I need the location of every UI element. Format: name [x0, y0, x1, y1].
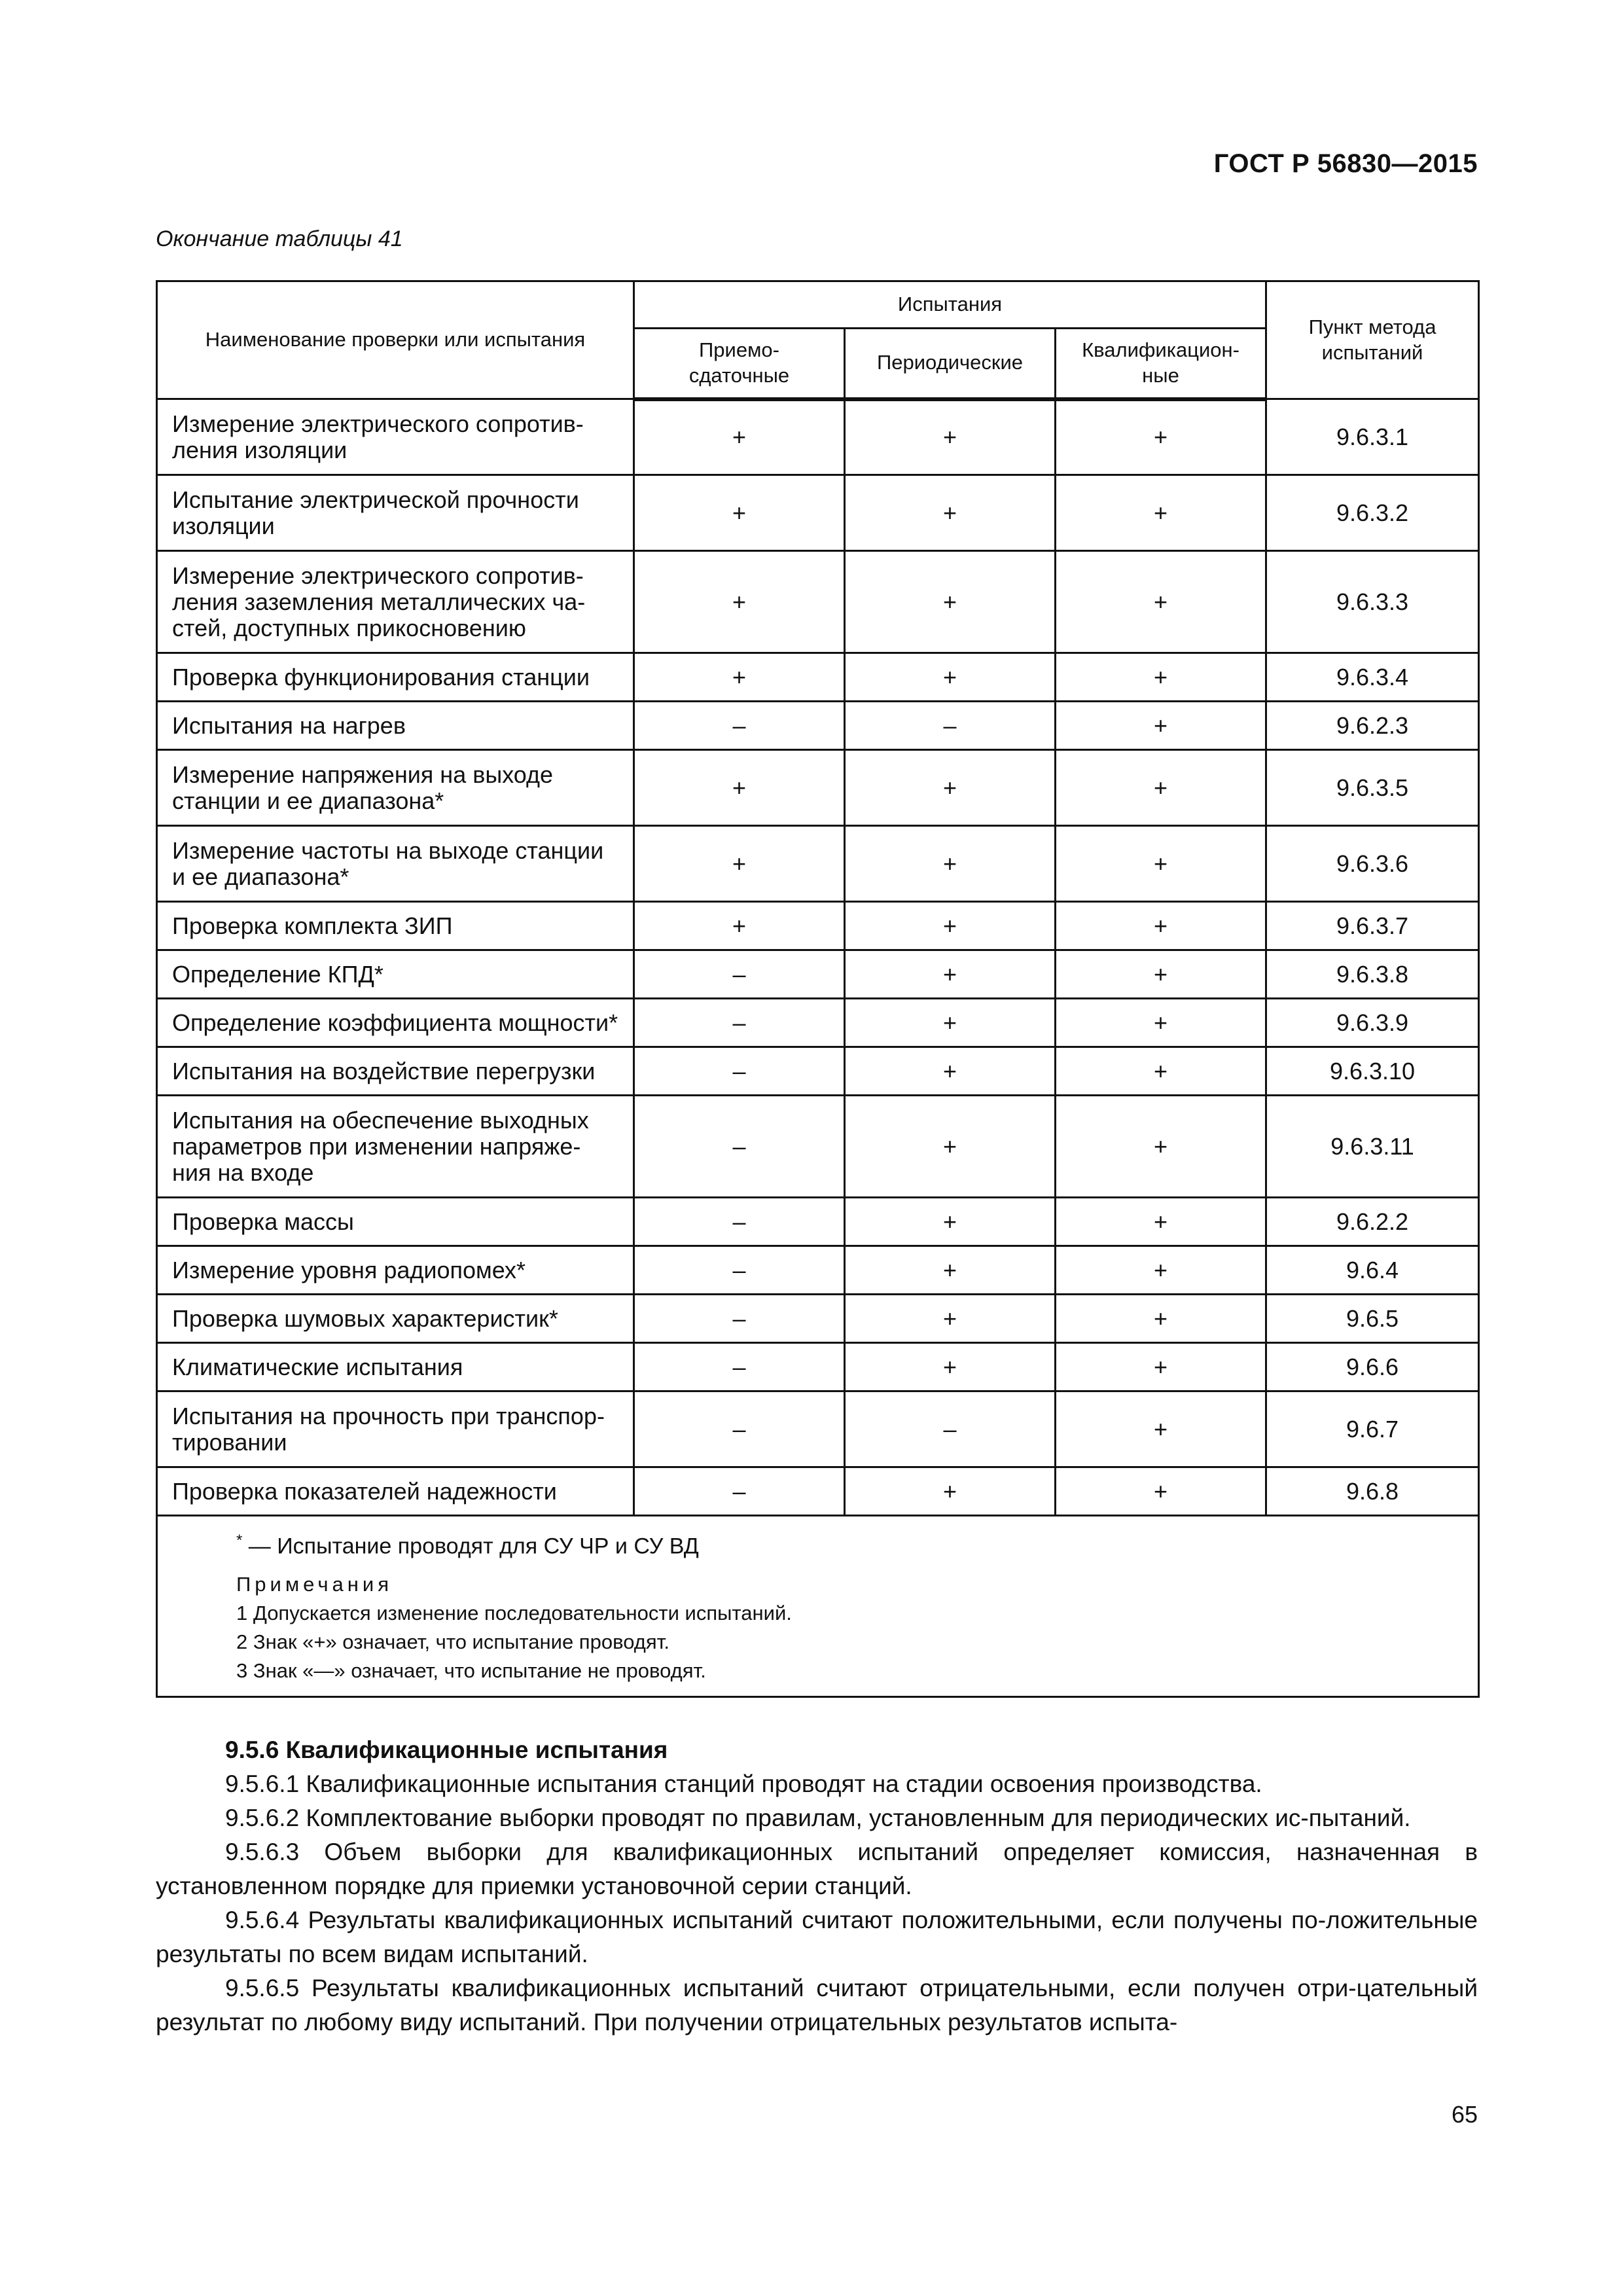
periodic-mark: + [845, 902, 1056, 950]
method-clause-cell: 9.6.3.7 [1266, 902, 1479, 950]
check-name-cell: Измерение уровня радиопомех* [157, 1246, 634, 1295]
method-clause-cell: 9.6.3.2 [1266, 475, 1479, 551]
qualification-mark: + [1056, 399, 1266, 475]
acceptance-mark: + [634, 551, 845, 653]
method-clause-cell: 9.6.3.11 [1266, 1096, 1479, 1198]
acceptance-mark: – [634, 1047, 845, 1096]
method-clause-cell: 9.6.3.10 [1266, 1047, 1479, 1096]
method-clause-cell: 9.6.3.9 [1266, 999, 1479, 1047]
method-clause-cell: 9.6.2.3 [1266, 702, 1479, 750]
paragraph: 9.5.6.2 Комплектование выборки проводят по правилам, установленным для периодических ис-пытаний. [225, 1804, 1411, 1831]
check-name-cell: Измерение электрического сопротив- ления заземления металлических ча- стей, доступных прикосновению [157, 551, 634, 653]
section-9-5-6 [156, 1733, 1478, 2039]
check-name-cell: Проверка комплекта ЗИП [157, 902, 634, 950]
acceptance-mark: + [634, 826, 845, 902]
table-row [157, 551, 1479, 653]
acceptance-mark: + [634, 399, 845, 475]
note-item: 1 Допускается изменение последовательности испытаний. [236, 1602, 792, 1625]
table-row [157, 1295, 1479, 1343]
qualification-mark: + [1056, 902, 1266, 950]
footnote-text: — Испытание проводят для СУ ЧР и СУ ВД [248, 1534, 699, 1559]
qualification-mark: + [1056, 1246, 1266, 1295]
qualification-mark: + [1056, 750, 1266, 826]
acceptance-mark: + [634, 653, 845, 702]
check-name-cell: Испытания на нагрев [157, 702, 634, 750]
check-name-cell: Проверка показателей надежности [157, 1467, 634, 1516]
tests-table [156, 280, 1480, 1698]
header-method-clause: Пункт метода испытаний [1266, 281, 1479, 399]
qualification-mark: + [1056, 1047, 1266, 1096]
periodic-mark: + [845, 1198, 1056, 1246]
table-caption: Окончание таблицы 41 [156, 226, 403, 251]
acceptance-mark: – [634, 1246, 845, 1295]
table-row [157, 1198, 1479, 1246]
note-item: 3 Знак «—» означает, что испытание не проводят. [236, 1659, 706, 1683]
table-row [157, 1246, 1479, 1295]
paragraph: 9.5.6.5 Результаты квалификационных испытаний считают отрицательными, если получен отри-цательный результат по любому виду испытаний. При получении отрицательных результатов испыта- [156, 1975, 1478, 2036]
document-code: ГОСТ Р 56830—2015 [1213, 149, 1478, 178]
method-clause-cell: 9.6.3.8 [1266, 950, 1479, 999]
check-name-cell: Измерение электрического сопротив- ления изоляции [157, 399, 634, 475]
section-heading: 9.5.6 Квалификационные испытания [225, 1736, 668, 1763]
header-qualification: Квалификацион- ные [1056, 329, 1266, 399]
qualification-mark: + [1056, 1391, 1266, 1467]
table-row [157, 902, 1479, 950]
table-row [157, 1467, 1479, 1516]
qualification-mark: + [1056, 1198, 1266, 1246]
table-row [157, 1343, 1479, 1391]
periodic-mark: + [845, 826, 1056, 902]
table-row [157, 1047, 1479, 1096]
method-clause-cell: 9.6.3.4 [1266, 653, 1479, 702]
acceptance-mark: – [634, 999, 845, 1047]
periodic-mark: + [845, 1047, 1056, 1096]
table-row [157, 999, 1479, 1047]
note-item: 2 Знак «+» означает, что испытание проводят. [236, 1630, 670, 1654]
method-clause-cell: 9.6.5 [1266, 1295, 1479, 1343]
table-row [157, 399, 1479, 475]
acceptance-mark: + [634, 750, 845, 826]
check-name-cell: Климатические испытания [157, 1343, 634, 1391]
footnote-mark: * [236, 1532, 243, 1549]
acceptance-mark: – [634, 1343, 845, 1391]
method-clause-cell: 9.6.3.5 [1266, 750, 1479, 826]
header-check-name: Наименование проверки или испытания [157, 281, 634, 399]
periodic-mark: + [845, 399, 1056, 475]
check-name-cell: Определение коэффициента мощности* [157, 999, 634, 1047]
qualification-mark: + [1056, 653, 1266, 702]
table-row [157, 1096, 1479, 1198]
periodic-mark: – [845, 1391, 1056, 1467]
qualification-mark: + [1056, 950, 1266, 999]
header-periodic: Периодические [845, 329, 1056, 399]
periodic-mark: + [845, 1343, 1056, 1391]
check-name-cell: Проверка массы [157, 1198, 634, 1246]
table-row [157, 1391, 1479, 1467]
qualification-mark: + [1056, 1295, 1266, 1343]
periodic-mark: + [845, 1246, 1056, 1295]
check-name-cell: Испытания на обеспечение выходных параметров при изменении напряже- ния на входе [157, 1096, 634, 1198]
table-row [157, 475, 1479, 551]
acceptance-mark: – [634, 1295, 845, 1343]
acceptance-mark: – [634, 702, 845, 750]
check-name-cell: Проверка функционирования станции [157, 653, 634, 702]
acceptance-mark: – [634, 1198, 845, 1246]
qualification-mark: + [1056, 1467, 1266, 1516]
method-clause-cell: 9.6.3.6 [1266, 826, 1479, 902]
table-row [157, 826, 1479, 902]
check-name-cell: Испытания на воздействие перегрузки [157, 1047, 634, 1096]
footnote [236, 1526, 1465, 1561]
page-number: 65 [1451, 2101, 1478, 2128]
check-name-cell: Проверка шумовых характеристик* [157, 1295, 634, 1343]
qualification-mark: + [1056, 826, 1266, 902]
qualification-mark: + [1056, 1096, 1266, 1198]
notes-row [157, 1516, 1479, 1697]
periodic-mark: + [845, 551, 1056, 653]
header-tests: Испытания [634, 281, 1266, 329]
periodic-mark: + [845, 950, 1056, 999]
check-name-cell: Измерение частоты на выходе станции и ее диапазона* [157, 826, 634, 902]
qualification-mark: + [1056, 999, 1266, 1047]
paragraph: 9.5.6.3 Объем выборки для квалификационных испытаний определяет комиссия, назначенная в установленном порядке для приемки установочной серии станций. [156, 1839, 1478, 1899]
qualification-mark: + [1056, 475, 1266, 551]
check-name-cell: Определение КПД* [157, 950, 634, 999]
method-clause-cell: 9.6.6 [1266, 1343, 1479, 1391]
acceptance-mark: + [634, 475, 845, 551]
periodic-mark: + [845, 653, 1056, 702]
periodic-mark: + [845, 1295, 1056, 1343]
qualification-mark: + [1056, 551, 1266, 653]
check-name-cell: Испытание электрической прочности изоляции [157, 475, 634, 551]
notes-title: Примечания [236, 1573, 393, 1596]
table-row [157, 750, 1479, 826]
acceptance-mark: – [634, 1096, 845, 1198]
periodic-mark: + [845, 1467, 1056, 1516]
method-clause-cell: 9.6.7 [1266, 1391, 1479, 1467]
method-clause-cell: 9.6.2.2 [1266, 1198, 1479, 1246]
periodic-mark: + [845, 999, 1056, 1047]
check-name-cell: Испытания на прочность при транспор- тировании [157, 1391, 634, 1467]
qualification-mark: + [1056, 1343, 1266, 1391]
table-row [157, 653, 1479, 702]
paragraph: 9.5.6.4 Результаты квалификационных испытаний считают положительными, если получены по-ложительные результаты по всем видам испытаний. [156, 1907, 1478, 1967]
acceptance-mark: + [634, 902, 845, 950]
header-acceptance: Приемо- сдаточные [634, 329, 845, 399]
qualification-mark: + [1056, 702, 1266, 750]
method-clause-cell: 9.6.3.3 [1266, 551, 1479, 653]
notes-cell [157, 1516, 1479, 1697]
paragraph: 9.5.6.1 Квалификационные испытания станций проводят на стадии освоения производства. [225, 1770, 1262, 1797]
acceptance-mark: – [634, 1391, 845, 1467]
periodic-mark: + [845, 475, 1056, 551]
table-row [157, 702, 1479, 750]
method-clause-cell: 9.6.8 [1266, 1467, 1479, 1516]
periodic-mark: + [845, 750, 1056, 826]
periodic-mark: + [845, 1096, 1056, 1198]
acceptance-mark: – [634, 1467, 845, 1516]
check-name-cell: Измерение напряжения на выходе станции и ее диапазона* [157, 750, 634, 826]
method-clause-cell: 9.6.3.1 [1266, 399, 1479, 475]
method-clause-cell: 9.6.4 [1266, 1246, 1479, 1295]
table-row [157, 950, 1479, 999]
periodic-mark: – [845, 702, 1056, 750]
acceptance-mark: – [634, 950, 845, 999]
